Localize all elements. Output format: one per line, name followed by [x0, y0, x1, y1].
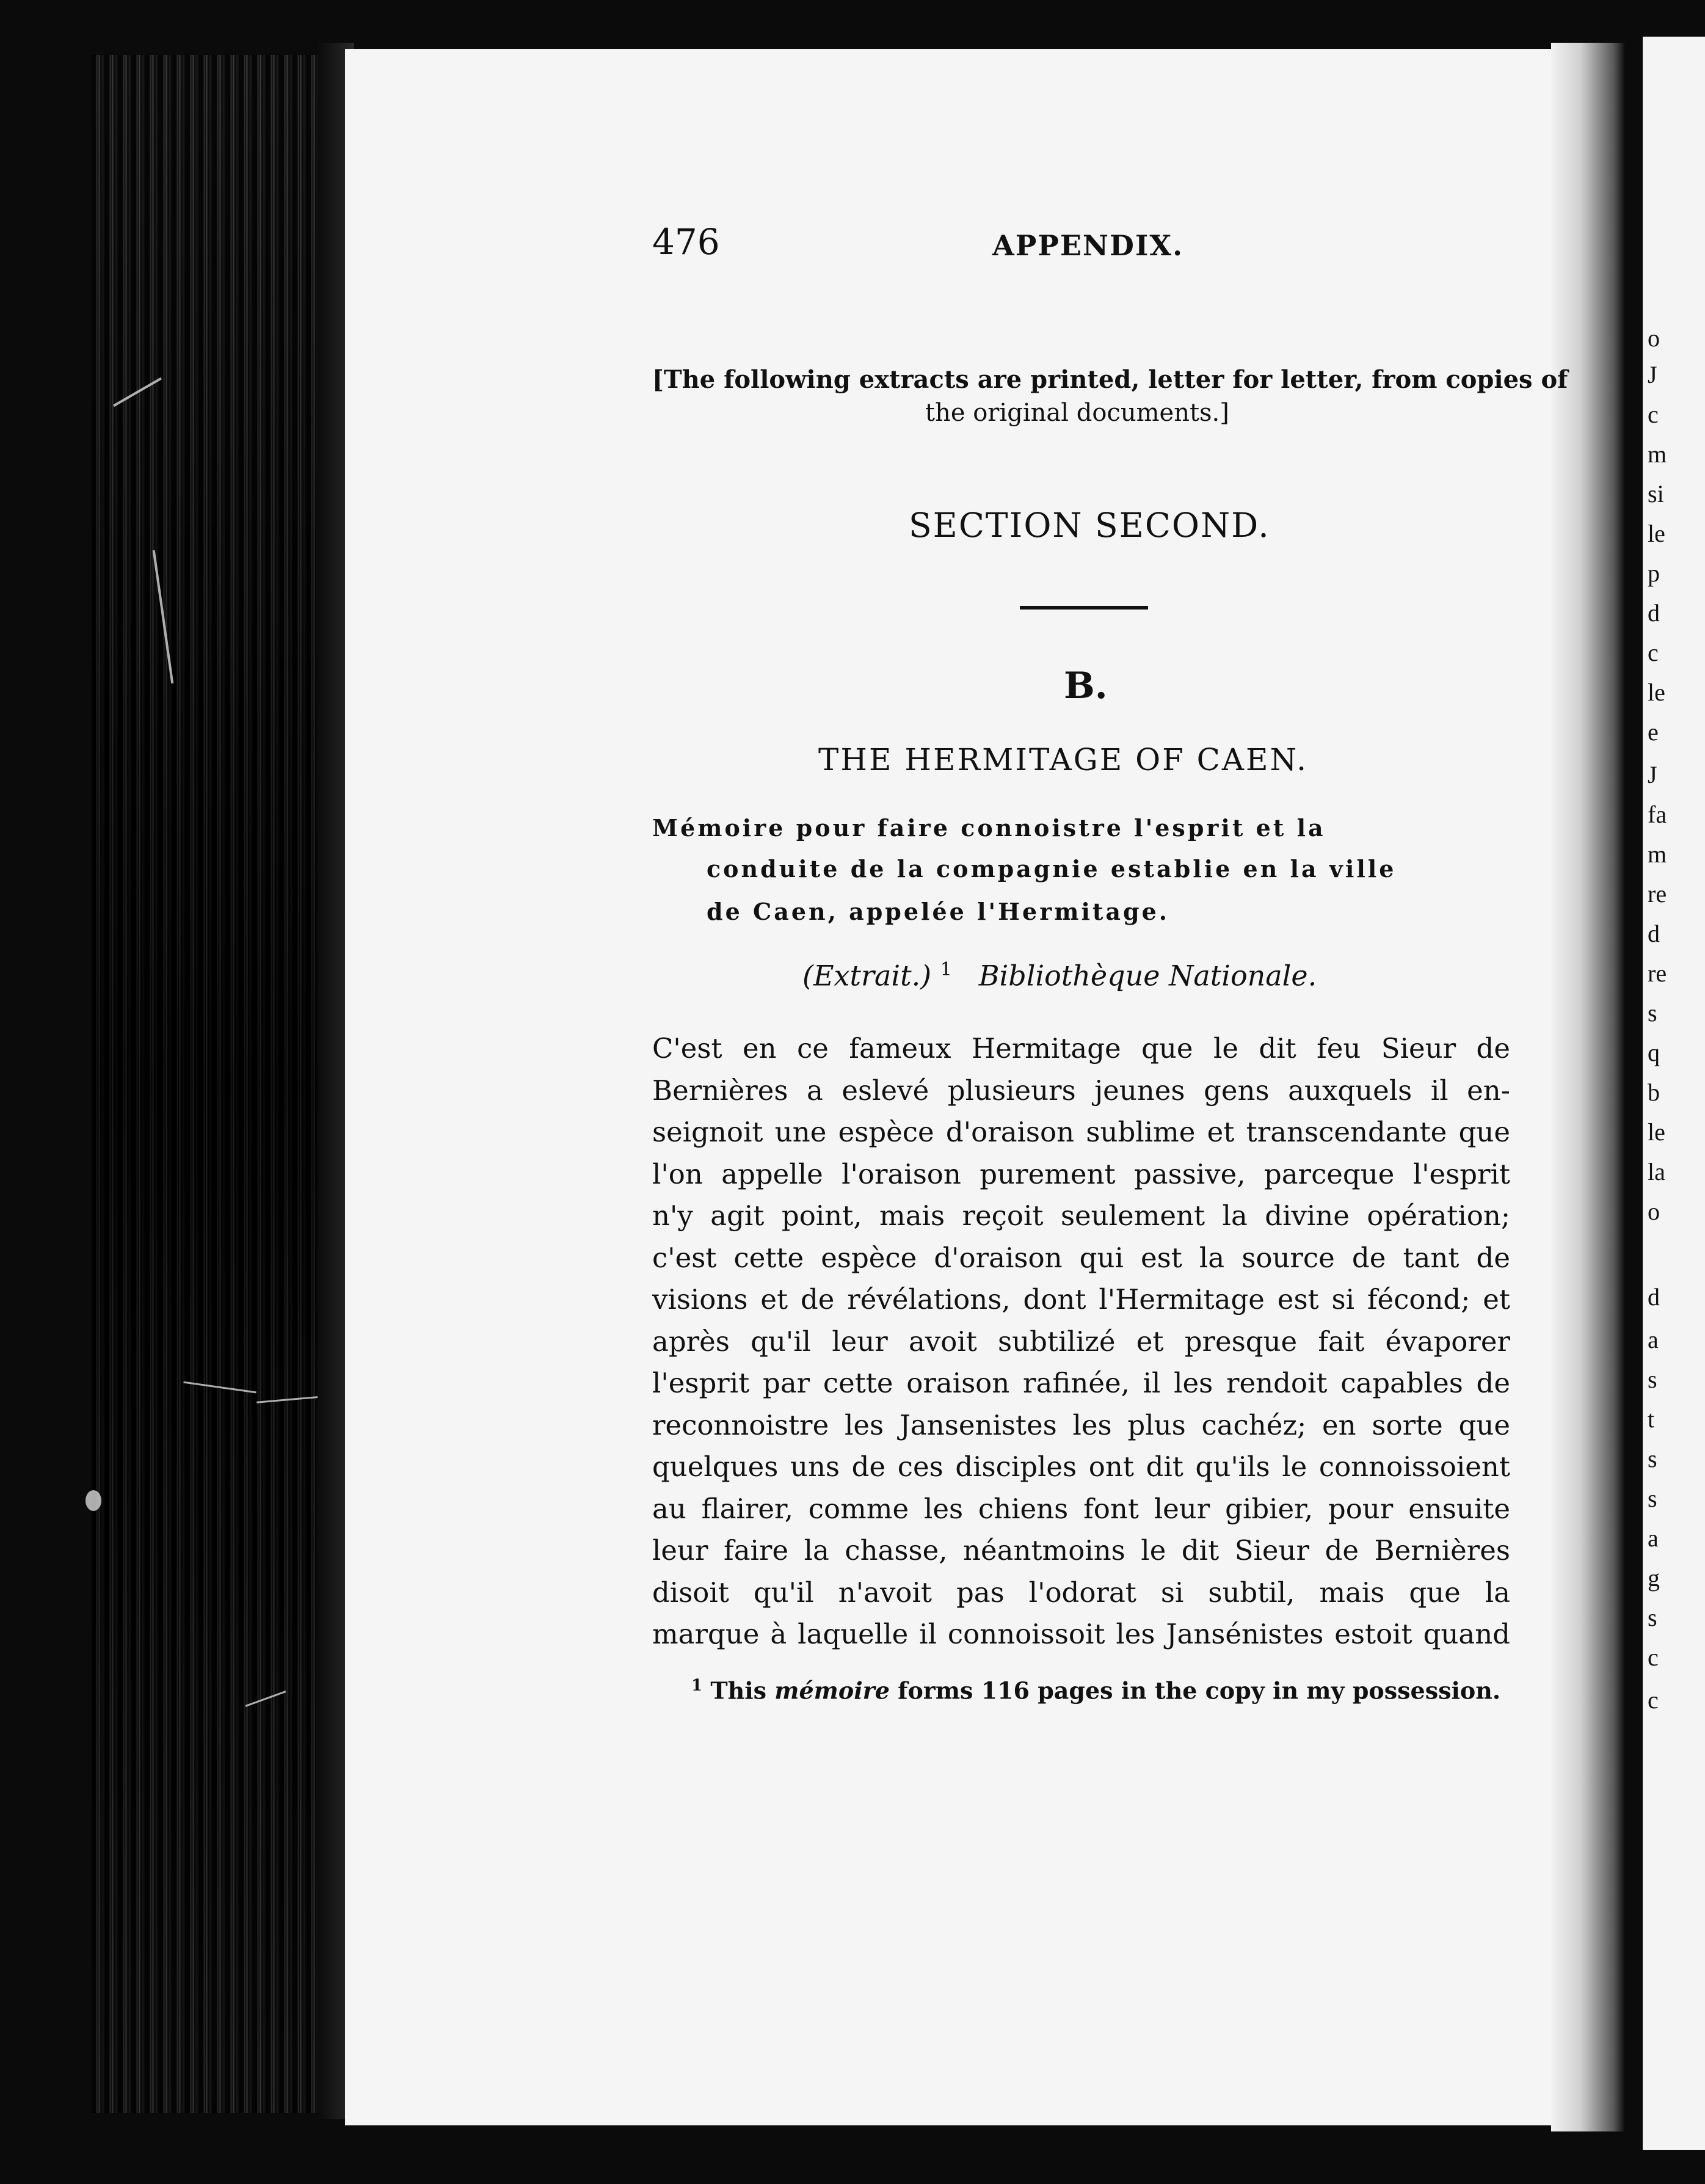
footnote: [691, 1676, 1500, 1705]
footnote-pre: This: [710, 1676, 767, 1705]
facing-page-fragment: c: [1648, 639, 1659, 666]
facing-page-fragment: c: [1648, 401, 1659, 428]
facing-page-fragment: d: [1648, 599, 1660, 627]
body-line: au flairer, comme les chiens font leur gibier, pour ensuite: [652, 1492, 1510, 1525]
facing-page-fragment: re: [1648, 880, 1667, 908]
body-line: c'est cette espèce d'oraison qui est la source de tant de: [652, 1241, 1510, 1274]
footnote-reference: 1: [940, 959, 952, 980]
facing-page-fragment: le: [1648, 679, 1665, 706]
facing-page-fragment: s: [1648, 1485, 1657, 1512]
facing-page-fragment: re: [1648, 959, 1667, 987]
body-line: quelques uns de ces disciples ont dit qu'ils le connoissoient: [652, 1451, 1510, 1483]
body-line: marque à laquelle il connoissoit les Jansénistes estoit quand: [652, 1618, 1510, 1650]
footnote-marker: 1: [691, 1676, 703, 1695]
page-number: 476: [652, 221, 720, 263]
facing-page-fragment: c: [1648, 1643, 1659, 1671]
memoire-title-line-1: Mémoire pour faire connoistre l'esprit et la: [652, 814, 1326, 842]
running-head: APPENDIX.: [992, 229, 1184, 262]
facing-page-fragment: a: [1648, 1326, 1659, 1353]
facing-page-fragment: p: [1648, 559, 1660, 587]
body-line: l'esprit par cette oraison rafinée, il les rendoit capables de: [652, 1367, 1510, 1399]
facing-page-fragment: b: [1648, 1079, 1660, 1106]
facing-page-fragment: s: [1648, 1604, 1657, 1631]
footnote-italic: mémoire: [774, 1676, 890, 1705]
facing-page-fragment: g: [1648, 1564, 1660, 1592]
facing-page-fragment: t: [1648, 1405, 1655, 1433]
page-fold-shadow: [1551, 43, 1624, 2131]
section-title: SECTION SECOND.: [909, 506, 1270, 545]
facing-page-fragment: la: [1648, 1158, 1665, 1185]
body-line: reconnoistre les Jansenistes les plus cachéz; en sorte que: [652, 1408, 1510, 1441]
body-line: n'y agit point, mais reçoit seulement la divine opération;: [652, 1199, 1510, 1232]
body-line: seignoit une espèce d'oraison sublime et transcendante que: [652, 1116, 1510, 1148]
facing-page-sliver: [1643, 37, 1705, 2150]
extrait-label: (Extrait.): [802, 959, 932, 992]
facing-page-fragment: m: [1648, 840, 1667, 868]
body-line: après qu'il leur avoit subtilizé et presque fait évaporer: [652, 1325, 1510, 1358]
facing-page-fragment: J: [1648, 761, 1657, 788]
facing-page-fragment: e: [1648, 718, 1659, 746]
facing-page-fragment: m: [1648, 440, 1667, 468]
facing-page-fragment: fa: [1648, 801, 1667, 828]
facing-page-fragment: le: [1648, 520, 1665, 547]
editorial-note-line-2: the original documents.]: [925, 399, 1229, 427]
facing-page-fragment: si: [1648, 480, 1664, 508]
facing-page-fragment: le: [1648, 1118, 1665, 1146]
source-line: [802, 959, 1317, 992]
body-line: Bernières a eslevé plusieurs jeunes gens auxquels il en-: [652, 1074, 1510, 1107]
facing-page-fragment: d: [1648, 920, 1660, 947]
section-rule: [1020, 606, 1148, 610]
body-line: disoit qu'il n'avoit pas l'odorat si subtil, mais que la: [652, 1576, 1510, 1609]
facing-page-fragment: s: [1648, 1445, 1657, 1472]
facing-page-fragment: c: [1648, 1686, 1659, 1714]
facing-page-fragment: s: [1648, 1366, 1657, 1393]
facing-page-fragment: a: [1648, 1524, 1659, 1552]
section-letter: B.: [1064, 664, 1108, 707]
footnote-post: forms 116 pages in the copy in my possession.: [898, 1676, 1501, 1705]
body-line: C'est en ce fameux Hermitage que le dit feu Sieur de: [652, 1032, 1510, 1065]
facing-page-fragment: o: [1648, 1198, 1660, 1225]
body-line: visions et de révélations, dont l'Hermitage est si fécond; et: [652, 1283, 1510, 1316]
editorial-note-line-1: [The following extracts are printed, letter for letter, from copies of: [652, 365, 1568, 394]
chapter-title: THE HERMITAGE OF CAEN.: [818, 742, 1308, 777]
memoire-title-line-3: de Caen, appelée l'Hermitage.: [707, 898, 1170, 925]
body-line: leur faire la chasse, néantmoins le dit Sieur de Bernières: [652, 1534, 1510, 1567]
facing-page-fragment: J: [1648, 361, 1657, 388]
paper-speck: [85, 1490, 101, 1511]
facing-page-fragment: q: [1648, 1039, 1660, 1066]
facing-page-fragment: o: [1648, 324, 1660, 352]
facing-page-fragment: d: [1648, 1283, 1660, 1311]
book-page-edge: [92, 55, 348, 2113]
library-name: Bibliothèque Nationale.: [978, 959, 1317, 992]
facing-page-fragment: s: [1648, 999, 1657, 1027]
body-line: l'on appelle l'oraison purement passive, parceque l'esprit: [652, 1157, 1510, 1190]
memoire-title-line-2: conduite de la compagnie establie en la ville: [707, 855, 1397, 883]
